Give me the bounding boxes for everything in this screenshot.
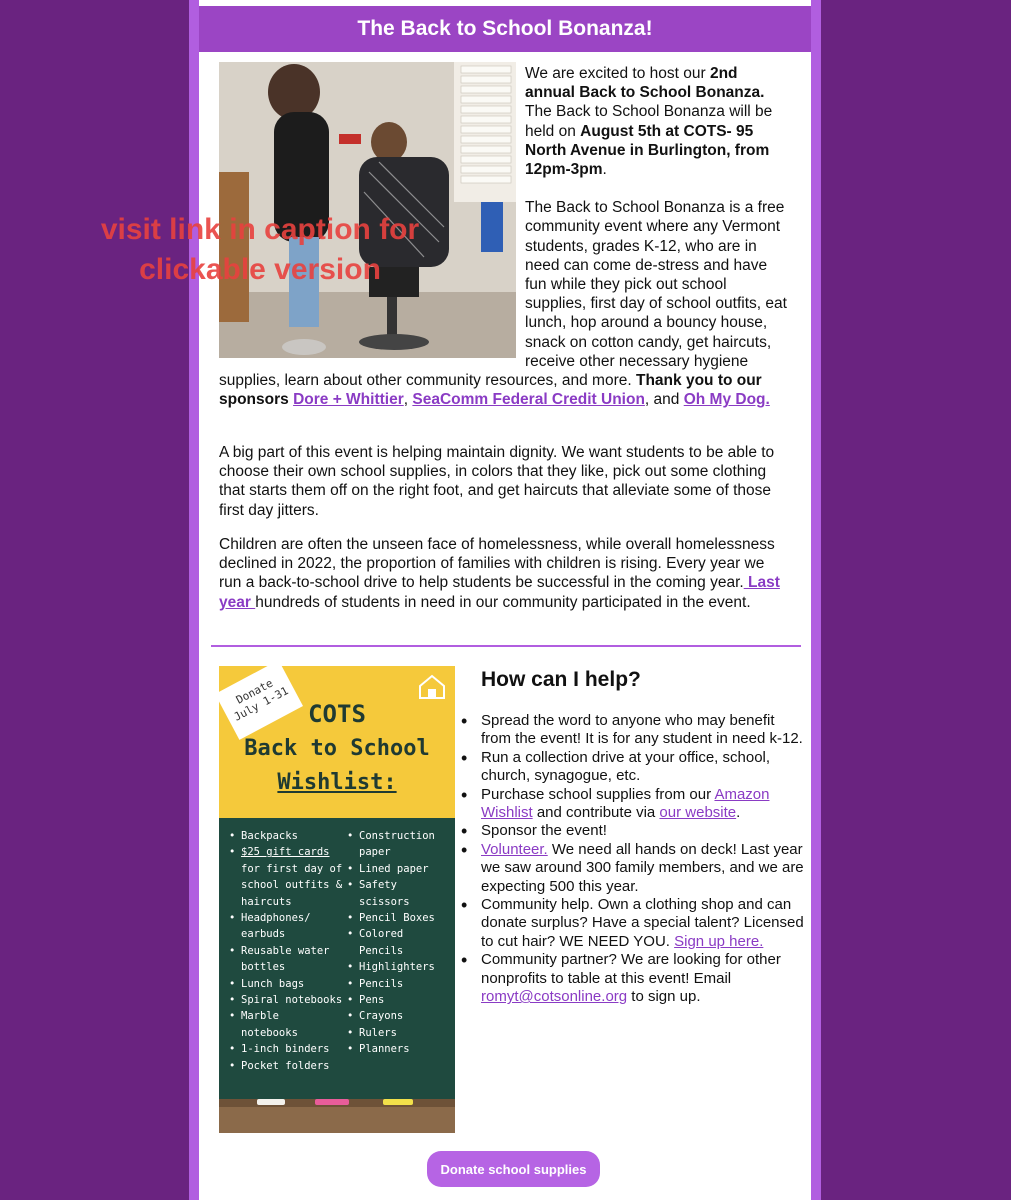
- donate-school-supplies-button[interactable]: Donate school supplies: [427, 1151, 600, 1187]
- list-item: • Highlighters: [345, 959, 451, 975]
- sponsor-link-seacomm[interactable]: SeaComm Federal Credit Union: [412, 391, 645, 409]
- caption-watermark: visit link in caption for clickable version: [100, 213, 420, 286]
- list-item: • Pencil Boxes: [345, 910, 451, 926]
- wishlist-title-line-1: COTS: [308, 700, 366, 728]
- help-item-sponsor: • Sponsor the event!: [481, 822, 806, 840]
- help-item-community-help: • Community help. Own a clothing shop and can donate surplus? Have a special talent? Licensed to cut hair? WE NEED YOU. Sign up here.: [481, 896, 806, 951]
- intro-paragraph-1: We are excited to host our 2nd annual Back to School Bonanza. The Back to School Bonanza will be held on August 5th at COTS- 95 North Avenue in Burlington, from 12pm-3pm.: [525, 65, 773, 179]
- newsletter-card: [199, 0, 811, 1200]
- list-item: • Planners: [345, 1041, 451, 1057]
- amazon-wishlist-link[interactable]: Amazon Wishlist: [481, 785, 770, 822]
- list-item: • Colored Pencils: [345, 926, 451, 959]
- list-item: • Backpacks: [227, 828, 345, 844]
- list-item: • Pens: [345, 992, 451, 1008]
- list-item: • Safety scissors: [345, 877, 451, 910]
- newsletter-frame: [189, 0, 821, 1200]
- help-item-collection-drive: • Run a collection drive at your office, school, church, synagogue, etc.: [481, 749, 806, 786]
- donate-date-note: Donate July 1-31: [219, 666, 303, 740]
- cots-house-icon: [417, 674, 447, 700]
- wishlist-column-1: [227, 828, 345, 1074]
- list-item: • Reusable water bottles: [227, 943, 345, 976]
- list-item: • Lined paper: [345, 861, 451, 877]
- volunteer-link[interactable]: Volunteer.: [481, 840, 548, 858]
- list-item: • Crayons: [345, 1008, 451, 1024]
- sign-up-link[interactable]: Sign up here.: [674, 932, 764, 950]
- list-item: • Spiral notebooks: [227, 992, 345, 1008]
- last-year-link[interactable]: Last year: [219, 574, 780, 611]
- section-divider: [211, 645, 801, 647]
- our-website-link[interactable]: our website: [659, 804, 737, 822]
- list-item: • Rulers: [345, 1025, 451, 1041]
- wishlist-column-2: [345, 828, 451, 1074]
- wishlist-graphic: [219, 666, 455, 1133]
- list-item: • Marble notebooks: [227, 1008, 345, 1041]
- page-title: The Back to School Bonanza!: [199, 6, 811, 52]
- help-item-volunteer: • Volunteer. We need all hands on deck! Last year we saw around 300 family members, and we are expecting 500 this year.: [481, 841, 806, 896]
- intro-section: [219, 64, 791, 428]
- chalk-tray: [219, 1099, 455, 1133]
- wishlist-title-line-2: Back to School: [244, 736, 430, 761]
- help-item-community-partner: • Community partner? We are looking for other nonprofits to table at this event! Email romyt@cotsonline.org to sign up.: [481, 951, 806, 1006]
- help-item-spread-word: • Spread the word to anyone who may benefit from the event! It is for any student in need k-12.: [481, 712, 806, 749]
- wishlist-header: [219, 666, 455, 818]
- help-item-purchase: • Purchase school supplies from our Amazon Wishlist and contribute via our website.: [481, 786, 806, 823]
- list-item: • $25 gift cards for first day of school outfits & haircuts: [227, 844, 345, 910]
- help-list: [481, 712, 806, 1007]
- list-item: • Headphones/ earbuds: [227, 910, 345, 943]
- sponsor-link-oh-my-dog[interactable]: Oh My Dog.: [683, 391, 770, 409]
- children-paragraph: Children are often the unseen face of homelessness, while overall homelessness declined in 2022, the proportion of families with children is rising. Every year we run a back-to-school drive to help students be successful in the coming year. Last year hundreds of students in need in our community participated in the event.: [219, 536, 780, 611]
- intro-paragraph-2: The Back to School Bonanza is a free community event where any Vermont students, grades K-12, who are in need can come de-stress and have fun while they pick out school supplies, first day of school outfits, eat lunch, hop around a bouncy house, snack on cotton candy, get haircuts, receive other necessary hygiene supplies, learn about other community resources, and more. Thank you to our sponsors Dore + Whittier, SeaComm Federal Credit Union, and Oh My Dog.: [219, 199, 787, 409]
- list-item: • Pocket folders: [227, 1058, 345, 1074]
- list-item: • 1-inch binders: [227, 1041, 345, 1057]
- dignity-paragraph: A big part of this event is helping maintain dignity. We want students to be able to choose their own school supplies, in colors that they like, pick out some clothing that starts them off on the right foot, and get haircuts that alleviate some of those first day jitters.: [219, 444, 775, 519]
- chalkboard: [219, 818, 455, 1133]
- sponsor-link-dore-whittier[interactable]: Dore + Whittier: [293, 391, 404, 409]
- email-link[interactable]: romyt@cotsonline.org: [481, 988, 628, 1006]
- list-item: • Pencils: [345, 976, 451, 992]
- wishlist-title-line-3: Wishlist:: [277, 770, 397, 795]
- help-heading: How can I help?: [481, 668, 641, 691]
- list-item: • Lunch bags: [227, 976, 345, 992]
- list-item: • Construction paper: [345, 828, 451, 861]
